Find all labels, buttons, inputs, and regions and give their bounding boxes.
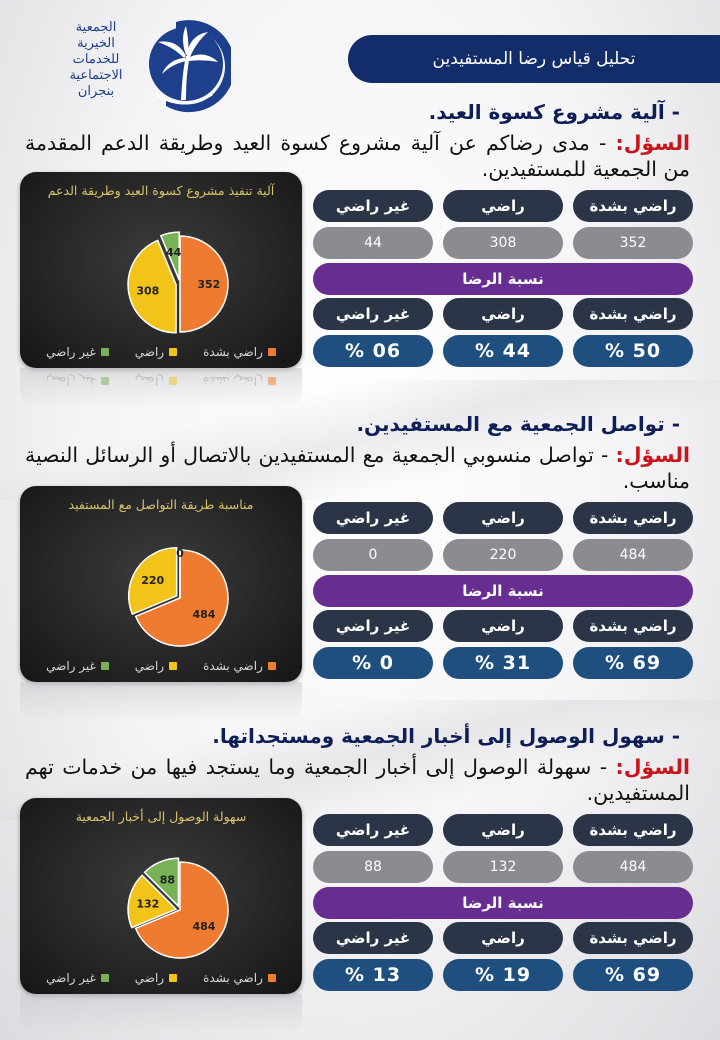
legend-label: راضي بشدة: [203, 345, 263, 359]
header-very-satisfied: راضي بشدة: [573, 814, 693, 846]
logo-line: الخيرية: [77, 36, 115, 51]
logo-line: الاجتماعية: [69, 68, 123, 83]
legend-swatch: [169, 662, 177, 670]
percent-satisfied: 19 %: [443, 959, 563, 991]
legend-swatch: [169, 348, 177, 356]
chart-reflection: [20, 368, 302, 408]
header-not-satisfied: غير راضي: [313, 922, 433, 954]
logo-line: للخدمات: [72, 52, 120, 67]
chart-title: آلية تنفيذ مشروع كسوة العيد وطريقة الدعم: [47, 183, 275, 198]
chart-title: سهولة الوصول إلى أخبار الجمعية: [75, 809, 247, 824]
header-not-satisfied: غير راضي: [313, 610, 433, 642]
header-not-satisfied: غير راضي: [313, 298, 433, 330]
chart-legend: [20, 971, 302, 985]
legend-label: غير راضي: [46, 659, 96, 673]
legend-item: [135, 971, 177, 985]
logo: [56, 14, 231, 114]
logo-line: بنجران: [77, 84, 115, 99]
data-label: 0: [176, 547, 184, 561]
legend-item: [46, 659, 109, 673]
legend-item: [46, 971, 109, 985]
data-label: 44: [165, 245, 182, 259]
legend-swatch: [268, 974, 276, 982]
legend-label: غير راضي: [46, 374, 96, 388]
percent-not-satisfied: 0 %: [313, 647, 433, 679]
legend-label: راضي بشدة: [203, 971, 263, 985]
count-very-satisfied: 484: [573, 851, 693, 883]
header-not-satisfied: غير راضي: [313, 502, 433, 534]
legend-label: راضي بشدة: [203, 659, 263, 673]
count-not-satisfied: 88: [313, 851, 433, 883]
chart-legend: [20, 345, 302, 359]
count-very-satisfied: 352: [573, 227, 693, 259]
data-label: 484: [192, 608, 216, 622]
legend-item: [46, 374, 109, 388]
section-title: - آلية مشروع كسوة العيد.: [428, 100, 680, 124]
header-title-pill: [348, 35, 720, 83]
count-not-satisfied: 44: [313, 227, 433, 259]
legend-swatch: [268, 377, 276, 385]
legend-swatch: [268, 662, 276, 670]
header-very-satisfied: راضي بشدة: [573, 190, 693, 222]
count-satisfied: 308: [443, 227, 563, 259]
legend-item: [203, 659, 276, 673]
legend-label: غير راضي: [46, 345, 96, 359]
percent-very-satisfied: 69 %: [573, 959, 693, 991]
header-very-satisfied: راضي بشدة: [573, 298, 693, 330]
header-satisfied: راضي: [443, 502, 563, 534]
pie-slice-very-satisfied: [180, 236, 228, 332]
chart-reflection: [20, 994, 302, 1034]
legend-label: راضي: [134, 345, 165, 359]
satisfaction-ratio-bar: نسبة الرضا: [313, 887, 693, 919]
header-satisfied: راضي: [443, 610, 563, 642]
question-label: السؤل:: [615, 443, 690, 467]
chart-reflection: [20, 682, 302, 722]
count-satisfied: 220: [443, 539, 563, 571]
pie-chart-card: [20, 486, 302, 682]
legend-swatch: [101, 377, 109, 385]
legend-item: [203, 374, 276, 388]
logo-line: الجمعية: [75, 20, 117, 35]
percent-very-satisfied: 69 %: [573, 647, 693, 679]
data-label: 132: [136, 897, 160, 911]
legend-swatch: [101, 348, 109, 356]
percent-satisfied: 31 %: [443, 647, 563, 679]
header-very-satisfied: راضي بشدة: [573, 922, 693, 954]
header-satisfied: راضي: [443, 814, 563, 846]
data-label: 352: [197, 278, 221, 291]
legend-item: [203, 345, 276, 359]
pie-chart-card: [20, 172, 302, 368]
count-very-satisfied: 484: [573, 539, 693, 571]
question-label: السؤل:: [615, 131, 690, 155]
satisfaction-ratio-bar: نسبة الرضا: [313, 263, 693, 295]
data-label: 484: [192, 920, 216, 934]
legend-swatch: [101, 662, 109, 670]
pie-chart: [20, 486, 302, 682]
legend-swatch: [169, 377, 177, 385]
legend-label: راضي: [134, 659, 165, 673]
header-very-satisfied: راضي بشدة: [573, 610, 693, 642]
legend-label: راضي: [134, 971, 165, 985]
percent-satisfied: 44 %: [443, 335, 563, 367]
question-label: السؤل:: [615, 755, 690, 779]
legend-item: [135, 659, 177, 673]
legend-swatch: [169, 974, 177, 982]
pie-chart: [20, 798, 302, 994]
data-label: 88: [159, 873, 176, 887]
palm-tree-logo-icon: [136, 14, 231, 114]
pie-chart-card: [20, 798, 302, 994]
count-satisfied: 132: [443, 851, 563, 883]
legend-item: [135, 374, 177, 388]
legend-swatch: [268, 348, 276, 356]
chart-title: مناسبة طريقة التواصل مع المستفيد: [68, 497, 254, 512]
legend-swatch: [101, 974, 109, 982]
percent-not-satisfied: 06 %: [313, 335, 433, 367]
satisfaction-ratio-bar: نسبة الرضا: [313, 575, 693, 607]
chart-legend: [20, 659, 302, 673]
header-satisfied: راضي: [443, 190, 563, 222]
question-text: - تواصل منسوبي الجمعية مع المستفيدين بالاتصال أو الرسائل النصية مناسب.: [25, 443, 690, 493]
section-title: - سهول الوصول إلى أخبار الجمعية ومستجداتها.: [212, 724, 680, 748]
page-title: تحليل قياس رضا المستفيدين: [432, 49, 636, 69]
legend-label: غير راضي: [46, 971, 96, 985]
header-satisfied: راضي: [443, 298, 563, 330]
data-label: 308: [136, 284, 160, 298]
section-title: - تواصل الجمعية مع المستفيدين.: [356, 412, 680, 436]
legend-item: [203, 971, 276, 985]
header-not-satisfied: غير راضي: [313, 190, 433, 222]
percent-not-satisfied: 13 %: [313, 959, 433, 991]
percent-very-satisfied: 50 %: [573, 335, 693, 367]
count-not-satisfied: 0: [313, 539, 433, 571]
question-text: - سهولة الوصول إلى أخبار الجمعية وما يستجد فيها من خدمات تهم المستفيدين.: [25, 755, 690, 805]
header-satisfied: راضي: [443, 922, 563, 954]
header-very-satisfied: راضي بشدة: [573, 502, 693, 534]
legend-item: [135, 345, 177, 359]
data-label: 220: [141, 573, 165, 587]
header-not-satisfied: غير راضي: [313, 814, 433, 846]
legend-label: راضي: [134, 374, 165, 388]
legend-item: [46, 345, 109, 359]
reflected-legend: [20, 374, 302, 388]
legend-label: راضي بشدة: [203, 374, 263, 388]
logo-text: [56, 20, 136, 100]
pie-chart: [20, 172, 302, 368]
question-text: - مدى رضاكم عن آلية مشروع كسوة العيد وطريقة الدعم المقدمة من الجمعية للمستفيدين.: [25, 131, 690, 181]
